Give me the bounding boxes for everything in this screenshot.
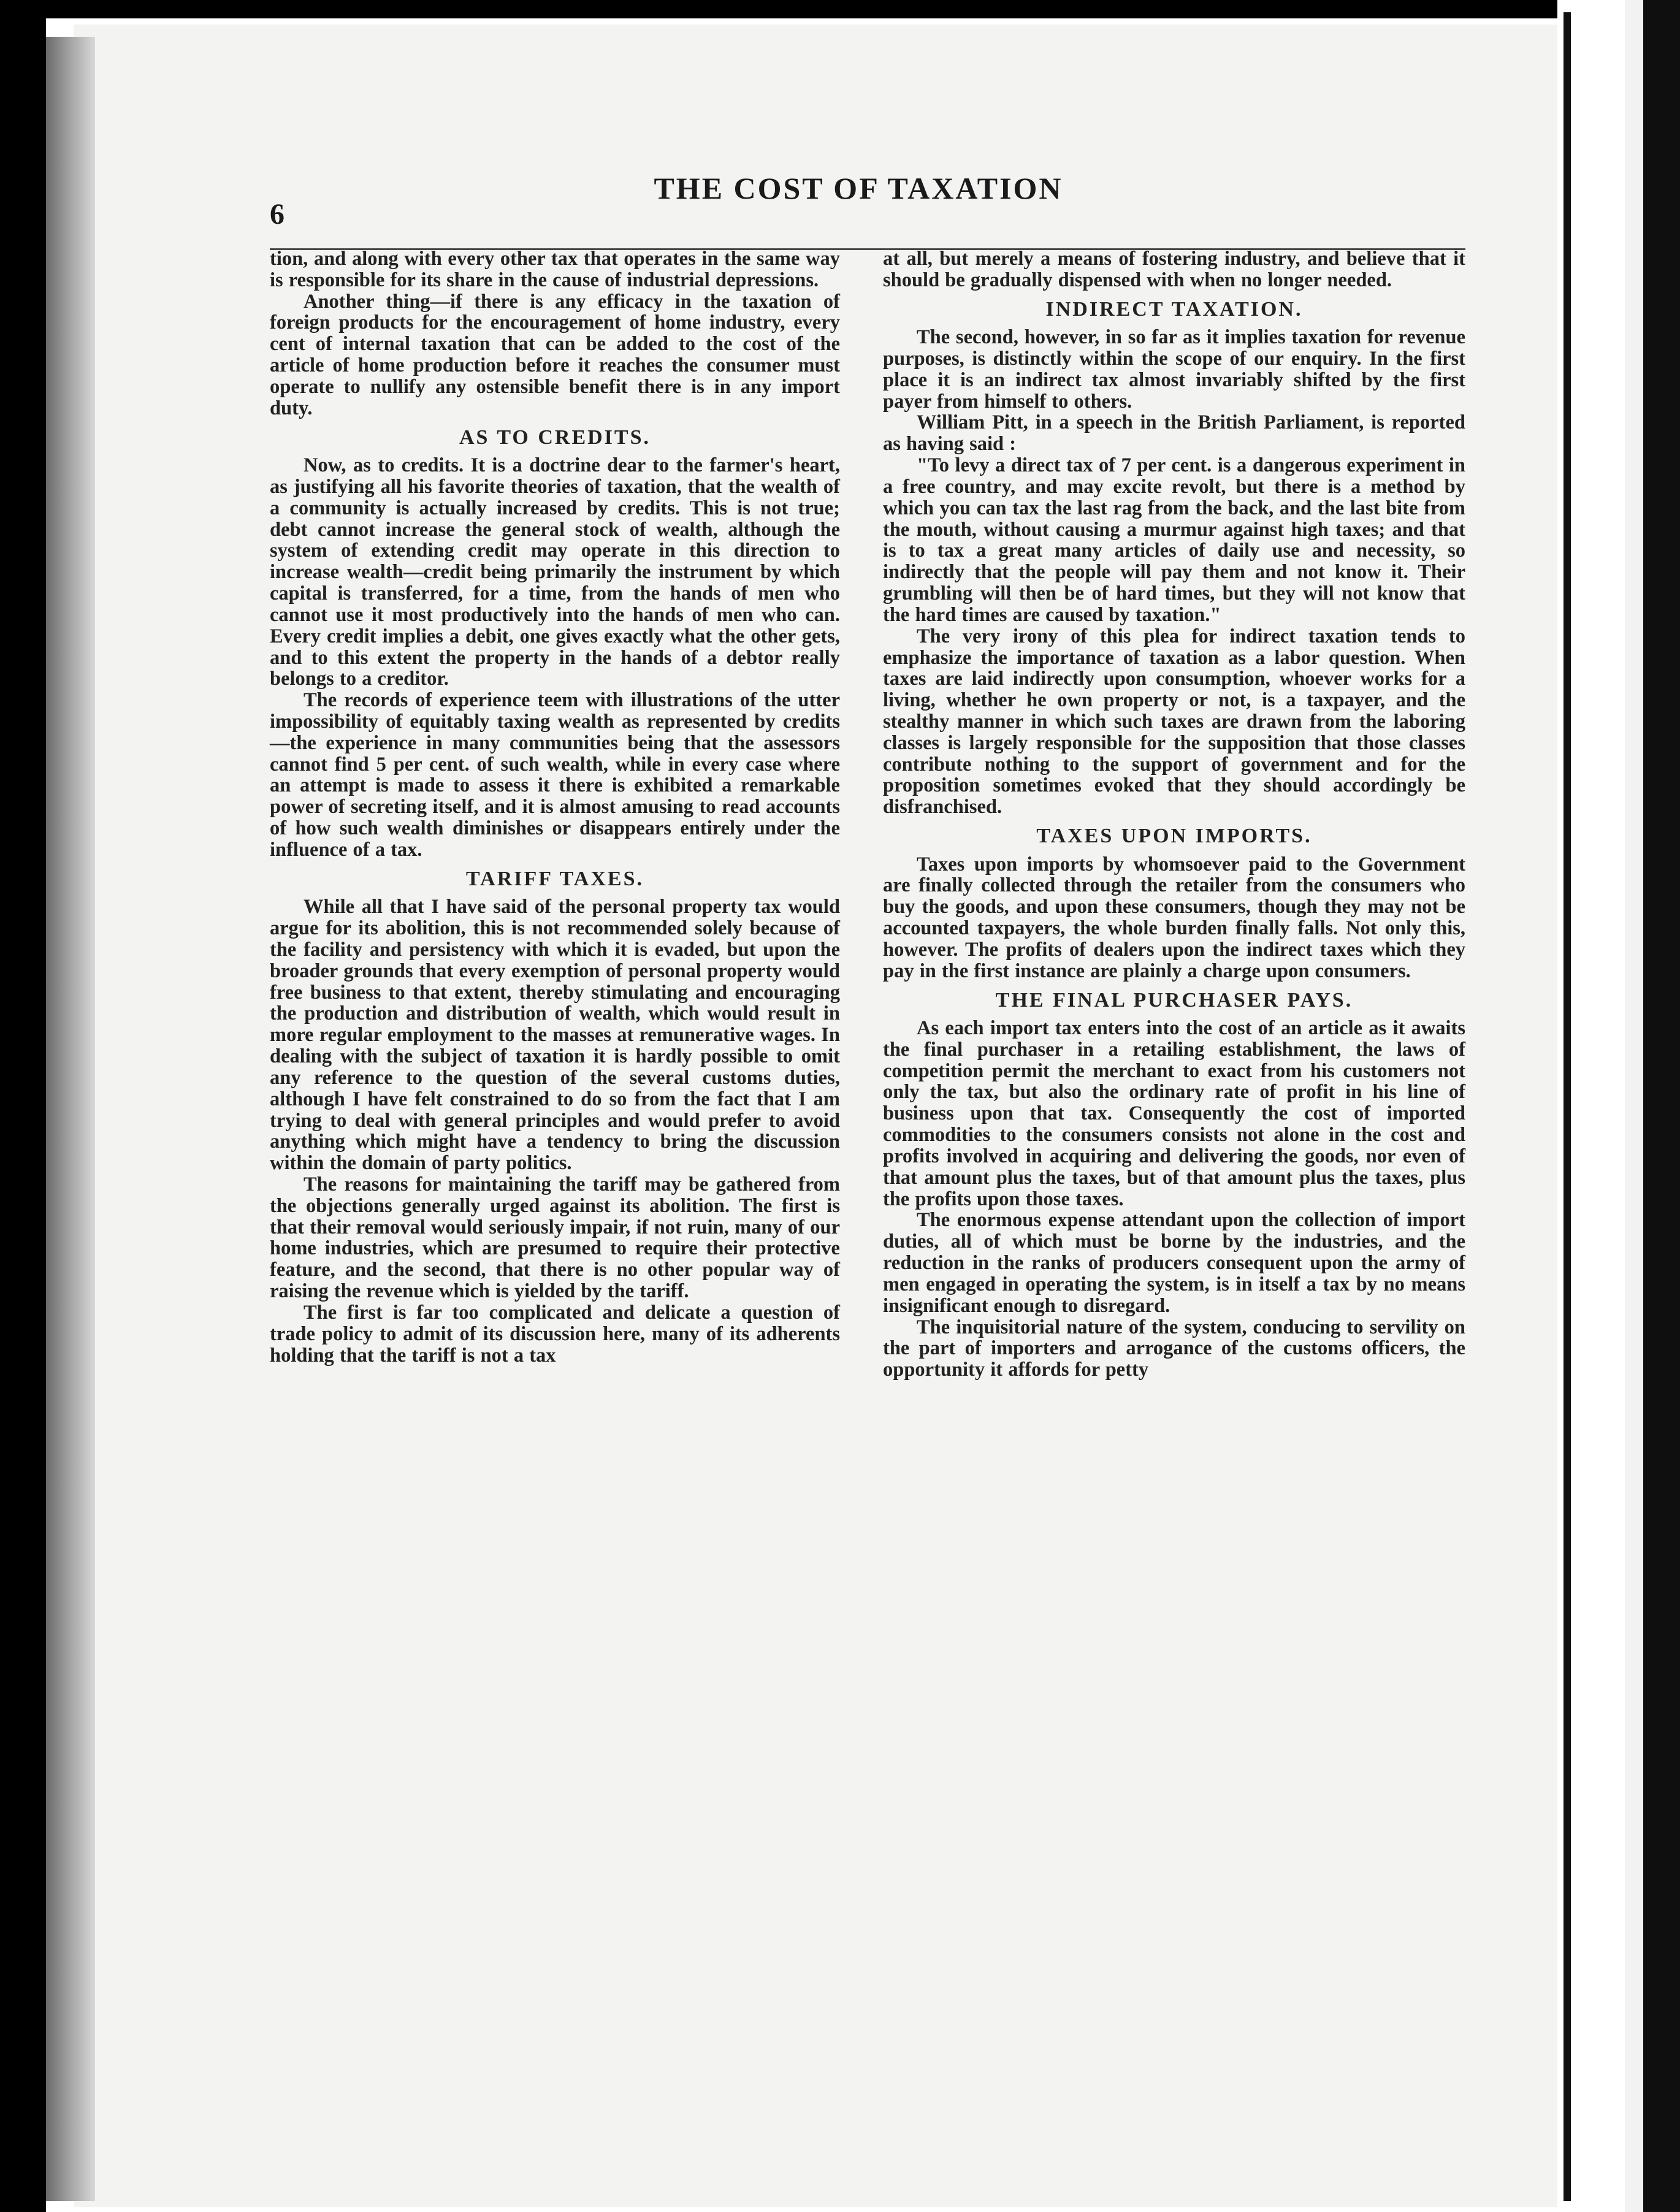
right-column [883, 248, 1465, 2173]
paragraph: The very irony of this plea for indirect taxation tends to emphasize the importance of taxation as a labor question. When taxes are laid indirectly upon consumption, whoever works for a living, whether he own property or not, is a taxpayer, and the stealthy manner in which such taxes are drawn from the laboring classes is largely responsible for the supposition that those classes contribute nothing to the support of government and for the proposition sometimes evoked that they should accordingly be disfranchised. [883, 625, 1465, 818]
paragraph: While all that I have said of the personal property tax would argue for its abolition, this is not recommended solely because of the facility and persistency with which it is evaded, but upon the broader grounds that every exemption of personal property would free business to that extent, thereby stimulating and encouraging the production and distribution of wealth, which would result in more regular employment to the masses at remunerative wages. In dealing with the subject of taxation it is hardly possible to omit any reference to the question of the several customs duties, although I have felt constrained to do so from the fact that I am trying to deal with general principles and would prefer to avoid anything which might have a tendency to bring the discussion within the domain of party politics. [270, 896, 840, 1175]
paragraph: The reasons for maintaining the tariff may be gathered from the objections generally urged against its abolition. The first is that their removal would seriously impair, if not ruin, many of our home industries, which are presumed to require their protective feature, and the second, that there is no other popular way of raising the revenue which is yielded by the tariff. [270, 1173, 840, 1303]
next-page-edge [1564, 12, 1571, 2201]
paragraph: The records of experience teem with illustrations of the utter impossibility of equitably taxing wealth as represented by credits—the experience in many communities being that the assessors cannot find 5 per cent. of such wealth, while in every case where an attempt is made to assess it there is exhibited a remarkable power of secreting itself, and it is almost amusing to read accounts of how such wealth diminishes or disappears entirely under the influence of a tax. [270, 689, 840, 861]
section-heading-tariff: TARIFF TAXES. [465, 867, 644, 890]
section-heading-credits: AS TO CREDITS. [459, 425, 651, 449]
paragraph: Another thing—if there is any efficacy in the taxation of foreign products for the encouragement of home industry, every cent of internal taxation that can be added to the cost of the article of home production before it reaches the consumer must operate to nullify any ostensible benefit there is in any import duty. [270, 290, 840, 419]
paragraph: The second, however, in so far as it implies taxation for revenue purposes, is distinctly within the scope of our enquiry. In the first place it is an indirect tax almost invariably shifted by the first payer from himself to others. [883, 326, 1465, 413]
left-column [270, 248, 840, 2173]
paragraph: The enormous expense attendant upon the collection of import duties, all of which must be borne by the industries, and the reduction in the ranks of producers consequent upon the army of men engaged in operating the system, is in itself a tax by no means insignificant enough to disregard. [883, 1209, 1465, 1317]
paragraph: As each import tax enters into the cost of an article as it awaits the final purchaser in a retailing establishment, the laws of competition permit the merchant to exact from his customers not only the tax, but also the ordinary rate of profit in his line of business upon that tax. Consequently the cost of imported commodities to the consumers consists not alone in the cost and profits involved in acquiring and delivering the goods, nor even of that amount plus the taxes, but of that amount plus the taxes, plus the profits upon those taxes. [883, 1016, 1465, 1210]
scan-border-left [0, 0, 46, 2212]
quotation: "To levy a direct tax of 7 per cent. is a dangerous experiment in a free country, and may excite revolt, but there is a method by which you can tax the last rag from the back, and the last bite from the mouth, without causing a murmur against high taxes; and that is to tax a great many articles of daily use and necessity, so indirectly that the people will pay them and not know it. Their grumbling will then be of hard times, but they will not know that the hard times are caused by taxation." [883, 454, 1465, 626]
page-binding-shadow [46, 37, 95, 2201]
paragraph: William Pitt, in a speech in the British Parliament, is reported as having said : [883, 411, 1465, 456]
section-heading-indirect: INDIRECT TAXATION. [1045, 297, 1303, 321]
section-heading-imports: TAXES UPON IMPORTS. [1036, 825, 1312, 848]
paragraph: Now, as to credits. It is a doctrine dear to the farmer's heart, as justifying all his favorite theories of taxation, that the wealth of a community is actually increased by credits. This is not true; debt cannot increase the general stock of wealth, although the system of extending credit may operate in this direction to increase wealth—credit being primarily the instrument by which capital is transferred, for a time, from the hands of men who cannot use it most productively into the hands of men who can. Every credit implies a debit, one gives exactly what the other gets, and to this extent the property in the hands of a debtor really belongs to a creditor. [270, 454, 840, 690]
scan-border-top [0, 0, 1680, 18]
paragraph: The first is far too complicated and delicate a question of trade policy to admit of its discussion here, many of its adherents holding that the tariff is not a tax [270, 1301, 840, 1367]
paragraph: tion, and along with every other tax that operates in the same way is responsible for its share in the cause of industrial depressions. [270, 248, 840, 291]
page-number: 6 [270, 198, 284, 231]
paragraph: at all, but merely a means of fostering industry, and believe that it should be gradually dispensed with when no longer needed. [883, 248, 1465, 291]
section-heading-final-purchaser: THE FINAL PURCHASER PAYS. [995, 988, 1353, 1012]
next-page-strip [1643, 0, 1680, 2212]
paragraph: The inquisitorial nature of the system, conducing to servility on the part of importers and arrogance of the customs officers, the opportunity it affords for petty [883, 1316, 1465, 1381]
running-head: THE COST OF TAXATION [654, 171, 1063, 205]
paragraph: Taxes upon imports by whomsoever paid to the Government are finally collected through the retailer from the consumers who buy the goods, and upon these consumers, though they may not be accounted taxpayers, the whole burden finally falls. Not only this, however. The profits of dealers upon the indirect taxes which they pay in the first instance are plainly a charge upon consumers. [883, 853, 1465, 982]
